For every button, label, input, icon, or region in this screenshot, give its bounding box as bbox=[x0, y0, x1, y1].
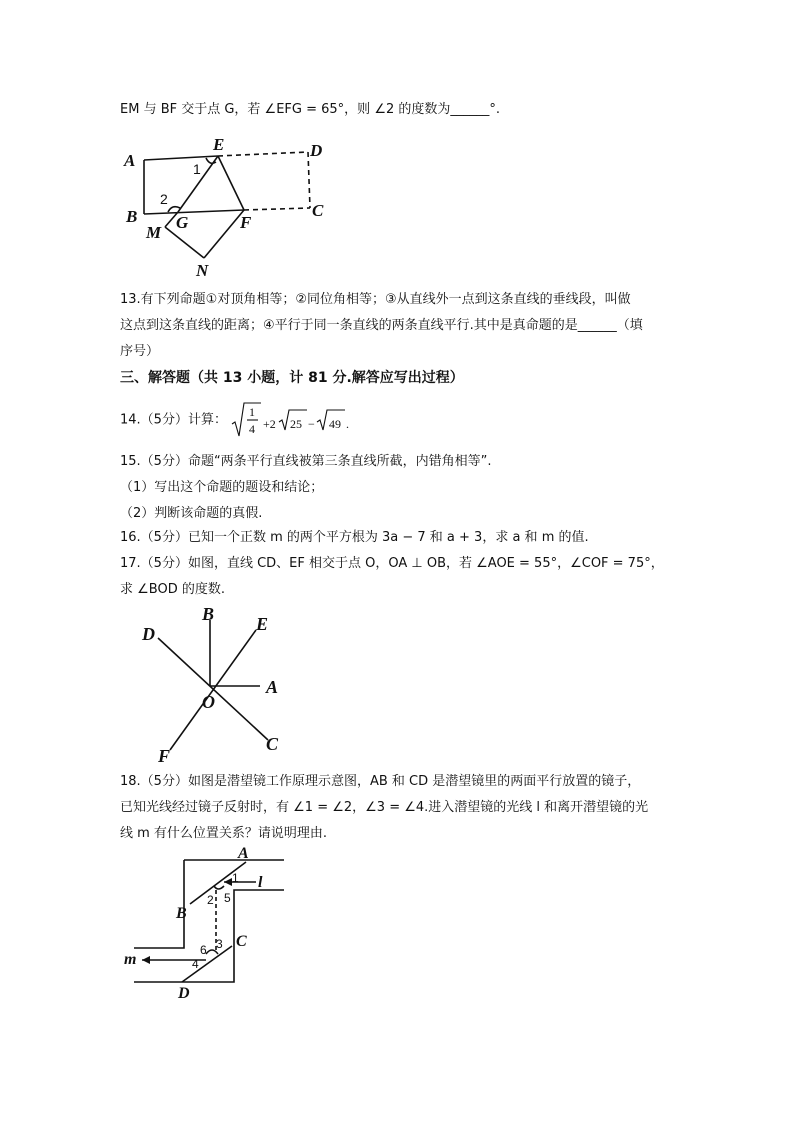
fig18-label-c: C bbox=[236, 933, 247, 950]
q14-frac-den: 4 bbox=[249, 422, 256, 436]
fig18-label-d: D bbox=[178, 985, 190, 1002]
fig18-mirror-cd bbox=[182, 946, 232, 982]
q18-line3: 线 m 有什么位置关系？请说明理由. bbox=[120, 826, 328, 841]
fig12-label-a: A bbox=[124, 151, 136, 170]
fig18-angle-4: 4 bbox=[192, 957, 199, 971]
q17-line2: 求 ∠BOD 的度数. bbox=[120, 582, 225, 597]
q16-text: 16.（5分）已知一个正数 m 的两个平方根为 3a − 7 和 a + 3，求 a 和 m 的值. bbox=[120, 530, 589, 545]
fig12-label-c: C bbox=[312, 201, 324, 220]
fig18-angle-2: 2 bbox=[207, 893, 214, 907]
q14-minus: − bbox=[308, 417, 315, 431]
section3-heading: 三、解答题（共 13 小题，计 81 分.解答应写出过程） bbox=[120, 370, 464, 386]
fig18-arrow-m bbox=[142, 956, 150, 964]
q14-expression bbox=[231, 400, 351, 440]
fig18-label-l: l bbox=[258, 874, 263, 891]
q18-line1: 18.（5分）如图是潜望镜工作原理示意图，AB 和 CD 是潜望镜里的两面平行放置的镜子， bbox=[120, 774, 641, 789]
q17-line1: 17.（5分）如图，直线 CD、EF 相交于点 O，OA ⊥ OB，若 ∠AOE = 55°，∠COF = 75°， bbox=[120, 556, 664, 571]
fig12-seg-dc-dashed bbox=[308, 152, 310, 208]
fig17-label-d: D bbox=[142, 624, 155, 644]
fig18-angle-6: 6 bbox=[200, 943, 207, 957]
fig17-label-a: A bbox=[266, 677, 279, 697]
fig18-angle-3: 3 bbox=[216, 937, 223, 951]
fig12-label-e: E bbox=[213, 135, 225, 154]
q12-text: EM 与 BF 交于点 G，若 ∠EFG = 65°，则 ∠2 的度数为______°. bbox=[120, 102, 501, 117]
fig12-seg-fc-dashed bbox=[244, 208, 310, 210]
q14-r25: 25 bbox=[290, 417, 303, 431]
fig12-label-angle1: 1 bbox=[193, 161, 201, 177]
figure-q17 bbox=[130, 600, 300, 770]
figure-q18 bbox=[120, 842, 310, 1002]
q14 bbox=[120, 400, 351, 440]
q14-prefix: 14.（5分）计算： bbox=[120, 412, 227, 428]
fig18-angle-5: 5 bbox=[224, 891, 231, 905]
fig17-label-f: F bbox=[158, 746, 171, 766]
q13-line3: 序号） bbox=[120, 344, 160, 359]
fig18-angle-1: 1 bbox=[232, 871, 239, 885]
fig12-seg-ed-dashed bbox=[218, 152, 308, 156]
fig12-seg-nf bbox=[204, 210, 244, 258]
figure-q12 bbox=[120, 132, 360, 282]
fig18-arc-12 bbox=[214, 886, 224, 889]
fig12-label-angle2: 2 bbox=[160, 191, 168, 207]
q15-part1: （1）写出这个命题的题设和结论； bbox=[120, 480, 324, 495]
fig17-label-o: O bbox=[202, 692, 215, 712]
fig18-label-m: m bbox=[124, 951, 137, 968]
q14-plus: +2 bbox=[263, 417, 276, 431]
fig12-label-m: M bbox=[146, 223, 162, 242]
fig18-label-b: B bbox=[176, 905, 187, 922]
q15-stem: 15.（5分）命题“两条平行直线被第三条直线所截，内错角相等”. bbox=[120, 454, 492, 469]
q14-r49: 49 bbox=[329, 417, 342, 431]
q14-end: . bbox=[346, 417, 350, 431]
fig18-label-a: A bbox=[238, 845, 249, 862]
q15-part2: （2）判断该命题的真假. bbox=[120, 506, 263, 521]
fig17-line-ef bbox=[170, 630, 256, 750]
fig12-seg-bf bbox=[144, 210, 244, 214]
fig17-label-c: C bbox=[266, 734, 279, 754]
fig12-label-g: G bbox=[176, 213, 189, 232]
fig18-periscope-left-wall bbox=[134, 860, 184, 948]
fig12-seg-ef bbox=[218, 156, 244, 210]
fig18-arrow-l bbox=[224, 878, 232, 886]
fig12-label-n: N bbox=[196, 261, 209, 280]
fig12-label-f: F bbox=[240, 213, 252, 232]
q18-line2: 已知光线经过镜子反射时，有 ∠1 = ∠2，∠3 = ∠4.进入潜望镜的光线 l 和离开潜望镜的光 bbox=[120, 800, 649, 815]
fig12-label-d: D bbox=[310, 141, 323, 160]
fig12-label-b: B bbox=[126, 207, 138, 226]
fig17-label-e: E bbox=[256, 614, 269, 634]
q13-line2: 这点到这条直线的距离；④平行于同一条直线的两条直线平行.其中是真命题的是______（填 bbox=[120, 318, 643, 333]
q14-frac-num: 1 bbox=[249, 405, 256, 419]
q13-line1: 13.有下列命题①对顶角相等；②同位角相等；③从直线外一点到这条直线的垂线段，叫做 bbox=[120, 292, 631, 307]
fig17-label-b: B bbox=[202, 604, 215, 624]
